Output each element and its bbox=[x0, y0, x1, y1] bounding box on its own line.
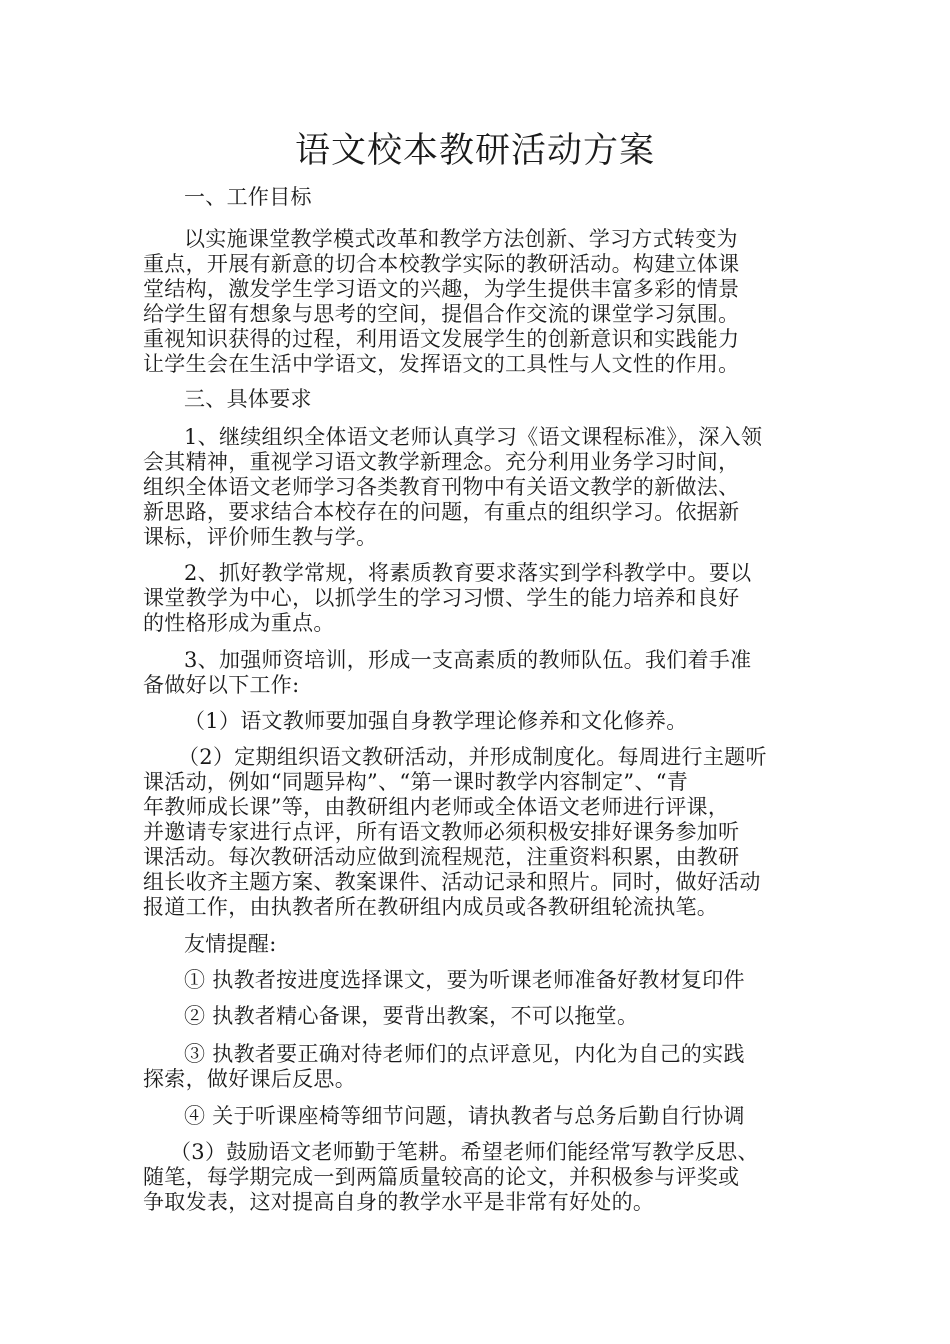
paragraph-line: 给学生留有想象与思考的空间，提倡合作交流的课堂学习氛围。 bbox=[143, 302, 740, 326]
paragraph-line: 以实施课堂教学模式改革和教学方法创新、学习方式转变为 bbox=[184, 227, 738, 251]
paragraph-line: 重视知识获得的过程，利用语文发展学生的创新意识和实践能力 bbox=[143, 327, 740, 351]
paragraph-line: 3、加强师资培训，形成一支高素质的教师队伍。我们着手准 bbox=[184, 648, 752, 672]
paragraph-line: 报道工作，由执教者所在教研组内成员或各教研组轮流执笔。 bbox=[143, 895, 719, 919]
page-title: 语文校本教研活动方案 bbox=[294, 131, 655, 171]
reminder-item: ① 执教者按进度选择课文，要为听课老师准备好教材复印件 bbox=[184, 968, 745, 992]
paragraph-line: 的性格形成为重点。 bbox=[143, 611, 335, 635]
reminder-heading: 友情提醒: bbox=[184, 932, 277, 956]
paragraph-line: （3）鼓励语文老师勤于笔耕。希望老师们能经常写教学反思、 bbox=[170, 1140, 759, 1164]
paragraph-line: 课活动。每次教研活动应做到流程规范，注重资料积累，由教研 bbox=[143, 845, 740, 869]
paragraph-line: 课活动，例如“同题异构”、“第一课时教学内容制定”、“青 bbox=[143, 770, 689, 794]
paragraph-line: 备做好以下工作: bbox=[143, 673, 300, 697]
reminder-item: ② 执教者精心备课，要背出教案，不可以拖堂。 bbox=[184, 1004, 639, 1028]
paragraph-line: 让学生会在生活中学语文，发挥语文的工具性与人文性的作用。 bbox=[143, 352, 740, 376]
paragraph-line: 组长收齐主题方案、教案课件、活动记录和照片。同时，做好活动 bbox=[143, 870, 761, 894]
paragraph-line: 课堂教学为中心，以抓学生的学习习惯、学生的能力培养和良好 bbox=[143, 586, 740, 610]
section-heading-requirements: 三、具体要求 bbox=[184, 387, 312, 411]
paragraph-line: 课标，评价师生教与学。 bbox=[143, 525, 378, 549]
paragraph-line: 1、继续组织全体语文老师认真学习《语文课程标准》，深入领 bbox=[184, 425, 763, 449]
paragraph-line: 年教师成长课”等，由教研组内老师或全体语文老师进行评课， bbox=[143, 795, 730, 819]
paragraph-line: 堂结构，激发学生学习语文的兴趣，为学生提供丰富多彩的情景 bbox=[143, 277, 740, 301]
paragraph-line: （2）定期组织语文教研活动，并形成制度化。每周进行主题听 bbox=[178, 745, 767, 769]
reminder-item: ④ 关于听课座椅等细节问题，请执教者与总务后勤自行协调 bbox=[184, 1104, 745, 1128]
paragraph-line: 2、抓好教学常规，将素质教育要求落实到学科教学中。要以 bbox=[184, 561, 752, 585]
paragraph-line: 并邀请专家进行点评，所有语文教师必须积极安排好课务参加听 bbox=[143, 820, 740, 844]
paragraph-line: 组织全体语文老师学习各类教育刊物中有关语文教学的新做法、 bbox=[143, 475, 740, 499]
paragraph-line: 会其精神，重视学习语文教学新理念。充分利用业务学习时间， bbox=[143, 450, 740, 474]
paragraph-line: （1）语文教师要加强自身教学理论修养和文化修养。 bbox=[184, 709, 688, 733]
paragraph-line: 探索，做好课后反思。 bbox=[143, 1067, 356, 1091]
reminder-item: ③ 执教者要正确对待老师们的点评意见，内化为自己的实践 bbox=[184, 1042, 745, 1066]
paragraph-line: 争取发表，这对提高自身的教学水平是非常有好处的。 bbox=[143, 1190, 655, 1214]
paragraph-line: 新思路，要求结合本校存在的问题，有重点的组织学习。依据新 bbox=[143, 500, 740, 524]
paragraph-line: 重点，开展有新意的切合本校教学实际的教研活动。构建立体课 bbox=[143, 252, 740, 276]
section-heading-goals: 一、工作目标 bbox=[184, 185, 312, 209]
paragraph-line: 随笔，每学期完成一到两篇质量较高的论文，并积极参与评奖或 bbox=[143, 1165, 740, 1189]
